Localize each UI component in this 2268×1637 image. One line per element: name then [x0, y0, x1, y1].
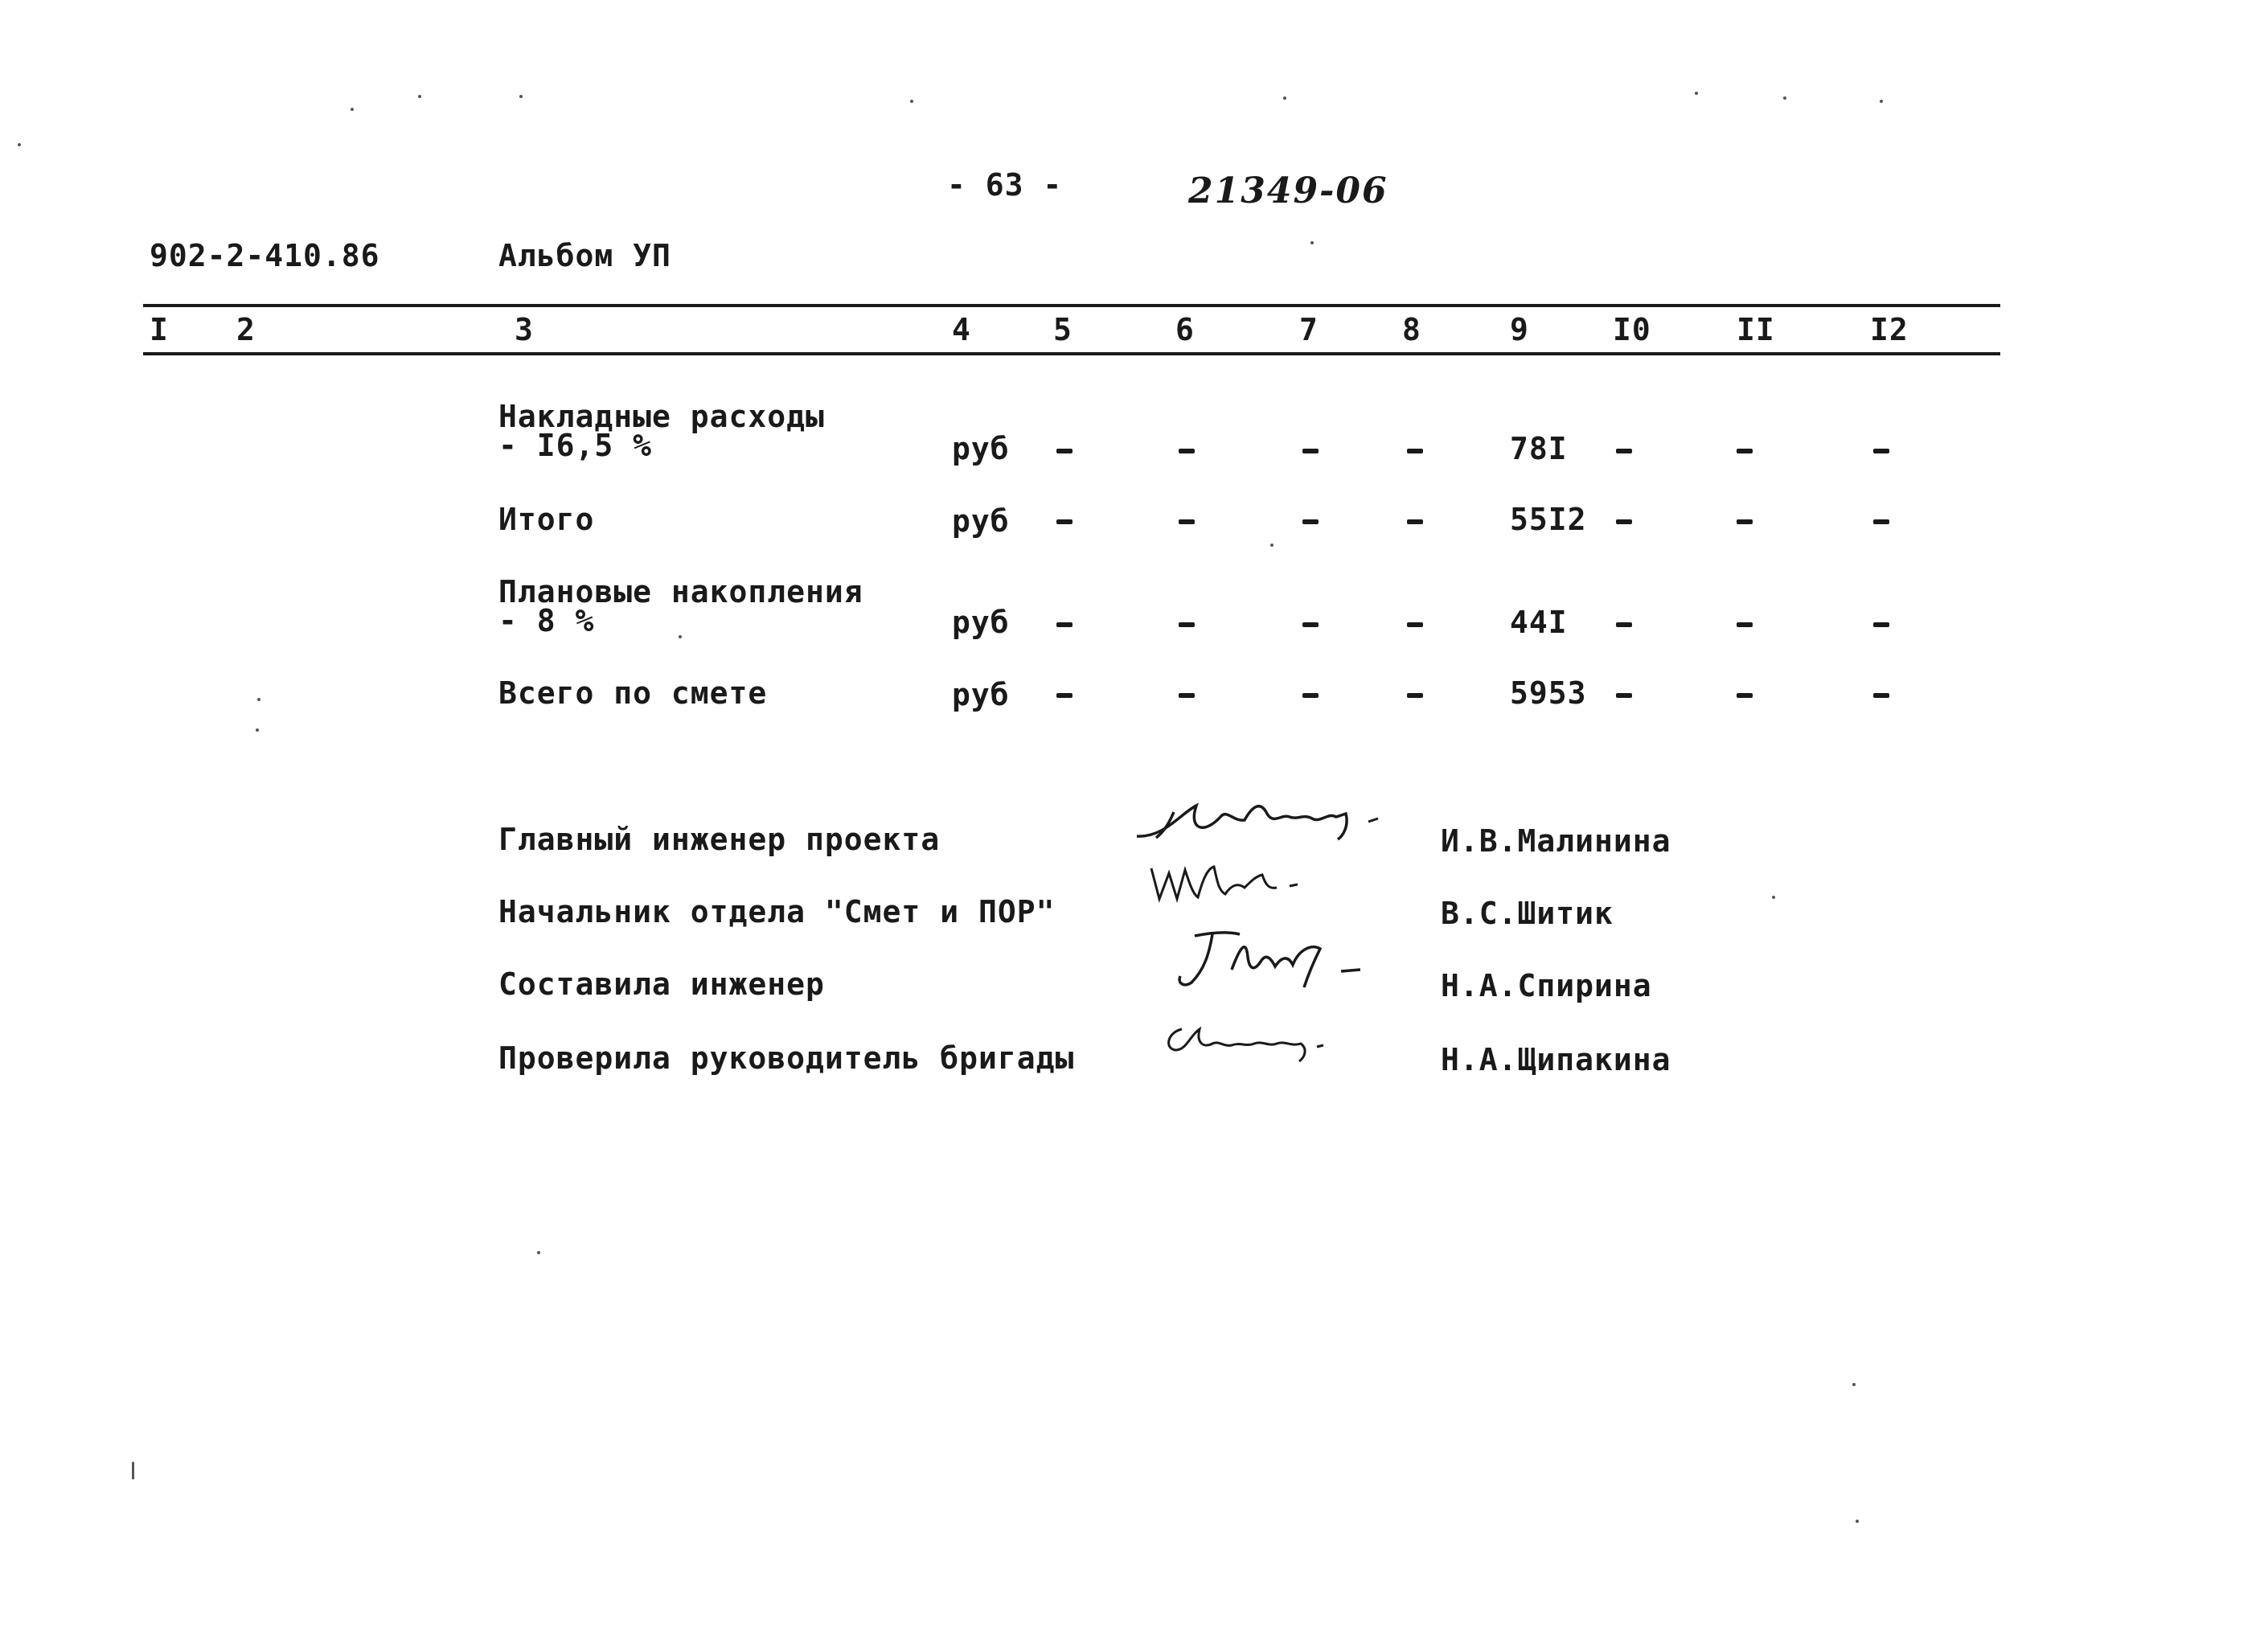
- empty-cell-dash: [1179, 449, 1195, 453]
- empty-cell-dash: [1407, 449, 1423, 453]
- empty-cell-dash: [1737, 693, 1753, 698]
- column-header: 7: [1299, 312, 1319, 347]
- table-header-rule: [143, 352, 2000, 355]
- handwritten-signature: [1159, 1011, 1401, 1068]
- row-name-rate: - I6,5 %: [498, 428, 653, 463]
- signatory-role: Проверила руководитель бригады: [498, 1040, 1075, 1076]
- column-header: 4: [952, 312, 971, 347]
- row-name-rate: - 8 %: [498, 603, 595, 638]
- column-header: 8: [1402, 312, 1421, 347]
- row-name: Всего по смете: [498, 675, 768, 711]
- row-unit: руб: [952, 503, 1010, 539]
- scan-speck: [679, 635, 682, 638]
- empty-cell-dash: [1056, 519, 1072, 524]
- column-header: I0: [1613, 312, 1651, 347]
- document-code: 21349-06: [1188, 170, 1388, 211]
- row-value: 78I: [1510, 431, 1568, 466]
- signatory-name: И.В.Малинина: [1441, 823, 1671, 859]
- scan-speck: [1695, 92, 1698, 95]
- row-name: Итого: [498, 502, 595, 537]
- column-header: I: [150, 312, 169, 347]
- column-header: 6: [1175, 312, 1195, 347]
- scan-speck: [910, 100, 913, 103]
- scan-speck: [1270, 544, 1273, 547]
- column-header: 3: [515, 312, 534, 347]
- scan-speck: [351, 108, 354, 111]
- row-name: Плановые накопления: [498, 574, 863, 609]
- table-top-rule: [143, 304, 2000, 307]
- scan-speck: [1283, 96, 1286, 100]
- handwritten-signature: [1132, 790, 1405, 854]
- empty-cell-dash: [1056, 449, 1072, 453]
- empty-cell-dash: [1616, 449, 1632, 453]
- scan-speck: [1852, 1383, 1856, 1386]
- empty-cell-dash: [1873, 449, 1889, 453]
- signatory-name: Н.А.Спирина: [1441, 968, 1652, 1003]
- handwritten-signature: [1163, 925, 1428, 997]
- empty-cell-dash: [1302, 622, 1319, 627]
- column-header: II: [1737, 312, 1775, 347]
- empty-cell-dash: [1737, 622, 1753, 627]
- page-number: - 63 -: [947, 167, 1063, 203]
- empty-cell-dash: [1737, 449, 1753, 453]
- signatory-name: В.С.Шитик: [1441, 896, 1614, 931]
- scan-speck: [132, 1462, 134, 1479]
- row-value: 5953: [1510, 675, 1587, 711]
- signatory-name: Н.А.Щипакина: [1441, 1042, 1671, 1077]
- column-header: 2: [236, 312, 256, 347]
- row-value: 55I2: [1510, 502, 1587, 537]
- scan-speck: [1772, 896, 1775, 899]
- empty-cell-dash: [1407, 519, 1423, 524]
- signatory-role: Начальник отдела "Смет и ПОР": [498, 894, 1056, 929]
- row-unit: руб: [952, 677, 1010, 712]
- row-unit: руб: [952, 605, 1010, 640]
- scan-speck: [418, 95, 421, 98]
- empty-cell-dash: [1302, 519, 1319, 524]
- empty-cell-dash: [1873, 622, 1889, 627]
- empty-cell-dash: [1737, 519, 1753, 524]
- empty-cell-dash: [1616, 693, 1632, 698]
- empty-cell-dash: [1616, 622, 1632, 627]
- scan-speck: [1783, 96, 1786, 100]
- empty-cell-dash: [1873, 519, 1889, 524]
- column-header: 5: [1053, 312, 1072, 347]
- scan-speck: [257, 698, 260, 701]
- signatory-role: Главный инженер проекта: [498, 822, 941, 857]
- scan-speck: [18, 143, 21, 146]
- empty-cell-dash: [1056, 693, 1072, 698]
- row-unit: руб: [952, 431, 1010, 466]
- empty-cell-dash: [1302, 693, 1319, 698]
- empty-cell-dash: [1616, 519, 1632, 524]
- empty-cell-dash: [1407, 693, 1423, 698]
- project-number: 902-2-410.86: [150, 238, 380, 273]
- empty-cell-dash: [1056, 622, 1072, 627]
- empty-cell-dash: [1179, 519, 1195, 524]
- scan-speck: [256, 728, 259, 732]
- handwritten-signature: [1145, 852, 1386, 909]
- empty-cell-dash: [1407, 622, 1423, 627]
- empty-cell-dash: [1179, 622, 1195, 627]
- scan-speck: [1310, 241, 1314, 244]
- empty-cell-dash: [1302, 449, 1319, 453]
- scan-speck: [537, 1251, 540, 1254]
- scan-speck: [1856, 1520, 1859, 1523]
- scan-speck: [1880, 100, 1883, 103]
- scan-speck: [519, 95, 523, 98]
- signatory-role: Составила инженер: [498, 966, 825, 1002]
- empty-cell-dash: [1873, 693, 1889, 698]
- row-name: Накладные расходы: [498, 399, 825, 434]
- row-value: 44I: [1510, 605, 1568, 640]
- column-header: 9: [1510, 312, 1529, 347]
- album-title: Альбом УП: [498, 238, 671, 273]
- column-header: I2: [1870, 312, 1909, 347]
- empty-cell-dash: [1179, 693, 1195, 698]
